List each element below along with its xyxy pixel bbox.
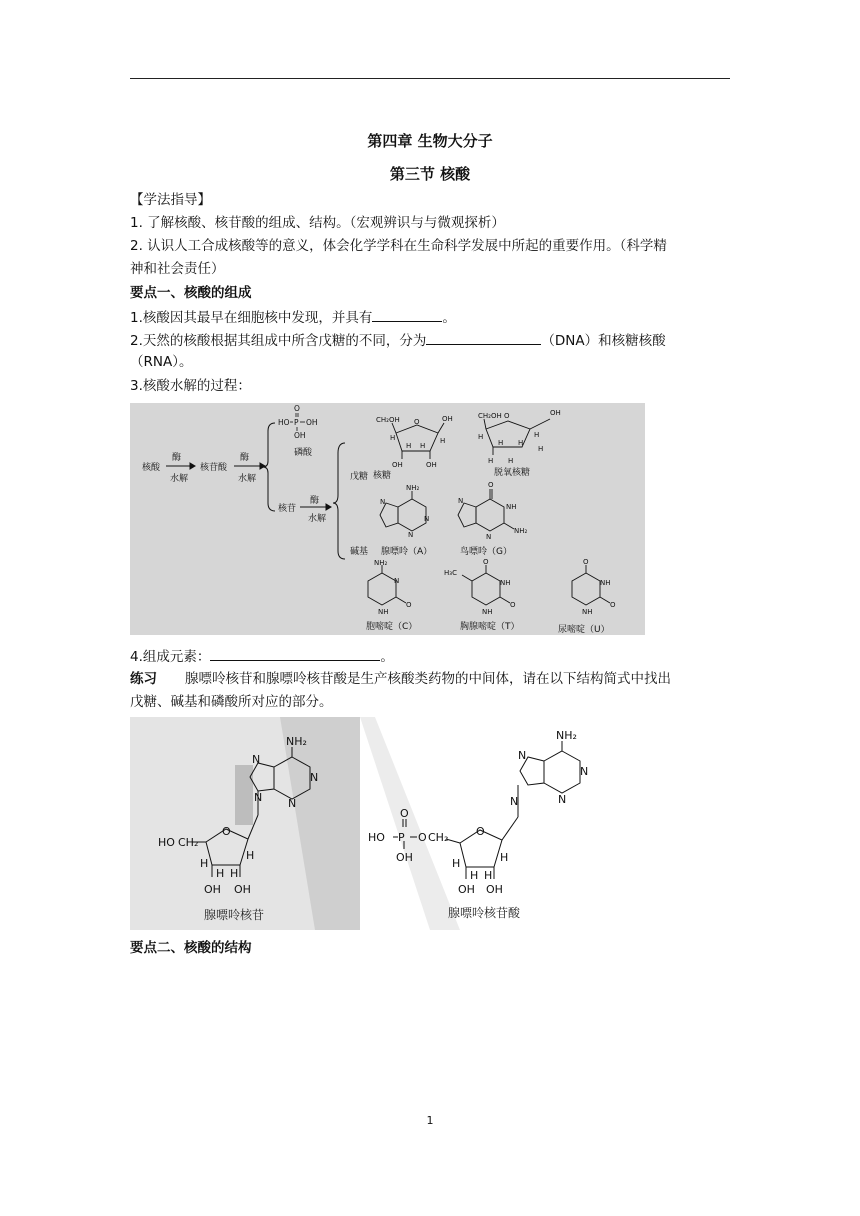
- svg-text:OH: OH: [550, 409, 561, 417]
- svg-text:CH₂: CH₂: [428, 831, 449, 844]
- question-1-text: 1.核酸因其最早在细胞核中发现，并具有: [130, 310, 373, 326]
- adenosine-figure: [130, 717, 730, 930]
- label-phosphoric-acid: 磷酸: [294, 448, 313, 458]
- practice-line-1: [130, 669, 730, 689]
- adenosine-diagram: [130, 717, 730, 930]
- practice-line-2: 戊糖、碱基和磷酸所对应的部分。: [130, 694, 333, 710]
- svg-text:OH: OH: [458, 883, 475, 896]
- hydrolysis-diagram: [130, 403, 645, 635]
- label-cytosine: 胞嘧啶（C）: [366, 622, 418, 632]
- svg-text:H: H: [498, 439, 504, 447]
- svg-text:O: O: [583, 558, 589, 566]
- svg-text:N: N: [252, 753, 261, 766]
- point1-heading: 要点一、核酸的组成: [130, 285, 252, 301]
- practice-label: 练习: [130, 671, 157, 687]
- svg-text:N: N: [288, 797, 297, 810]
- svg-text:NH: NH: [582, 608, 593, 616]
- guanine-structure: [458, 481, 528, 541]
- question-1-end: 。: [442, 310, 456, 326]
- svg-text:NH: NH: [482, 608, 493, 616]
- svg-text:H: H: [478, 433, 484, 441]
- svg-text:O: O: [504, 412, 510, 420]
- svg-text:CH₂: CH₂: [178, 836, 199, 849]
- svg-text:O: O: [414, 418, 420, 426]
- point2-heading: 要点二、核酸的结构: [130, 940, 252, 956]
- svg-text:HO: HO: [278, 418, 290, 427]
- section-title: 第三节 核酸: [389, 165, 471, 183]
- svg-text:O: O: [418, 831, 427, 844]
- label-nucleoside: 核苷: [278, 504, 297, 514]
- svg-text:OH: OH: [392, 461, 403, 469]
- svg-text:N: N: [580, 765, 589, 778]
- cytosine-structure: [368, 559, 412, 616]
- svg-text:HO: HO: [368, 831, 385, 844]
- svg-text:OH: OH: [396, 851, 413, 864]
- svg-text:H: H: [390, 434, 396, 442]
- svg-text:CH₂OH: CH₂OH: [376, 416, 400, 424]
- svg-text:H: H: [420, 442, 426, 450]
- svg-text:H: H: [230, 867, 239, 880]
- svg-text:NH₂: NH₂: [514, 527, 528, 535]
- label-hydrolysis-2: 水解: [238, 474, 257, 484]
- svg-text:NH₂: NH₂: [406, 484, 420, 492]
- label-enzyme-3: 酶: [310, 496, 320, 506]
- answer-blank-1[interactable]: [372, 307, 442, 322]
- svg-text:P: P: [398, 831, 405, 844]
- svg-text:H: H: [246, 849, 255, 862]
- svg-text:N: N: [518, 749, 527, 762]
- svg-text:OH: OH: [306, 418, 318, 427]
- svg-text:NH: NH: [500, 579, 511, 587]
- svg-text:NH₂: NH₂: [374, 559, 388, 567]
- svg-text:O: O: [294, 404, 300, 413]
- label-thymine: 胸腺嘧啶（T）: [460, 622, 520, 632]
- svg-text:O: O: [488, 481, 494, 489]
- svg-text:OH: OH: [294, 431, 306, 440]
- svg-text:H: H: [534, 431, 540, 439]
- svg-text:H₃C: H₃C: [444, 569, 457, 577]
- phosphoric-acid-structure: [278, 404, 318, 440]
- adenine-structure: [380, 484, 429, 539]
- svg-text:OH: OH: [234, 883, 251, 896]
- label-enzyme-1: 酶: [172, 453, 182, 463]
- svg-text:H: H: [484, 869, 493, 882]
- label-hydrolysis-3: 水解: [308, 514, 327, 524]
- question-1: [130, 307, 730, 328]
- svg-text:O: O: [610, 601, 616, 609]
- question-4-end: 。: [380, 649, 394, 665]
- label-hydrolysis-1: 水解: [170, 474, 189, 484]
- practice-text-1: 腺嘌呤核苷和腺嘌呤核苷酸是生产核酸类药物的中间体，请在以下结构简式中找出: [185, 671, 671, 687]
- label-ribose: 核糖: [373, 471, 392, 481]
- label-enzyme-2: 酶: [240, 453, 250, 463]
- svg-text:OH: OH: [426, 461, 437, 469]
- svg-text:N: N: [310, 771, 319, 784]
- svg-text:OH: OH: [442, 415, 453, 423]
- svg-text:N: N: [380, 498, 386, 506]
- svg-text:H: H: [488, 457, 494, 465]
- svg-text:H: H: [406, 442, 412, 450]
- hydrolysis-figure: [130, 403, 645, 635]
- svg-text:O: O: [222, 825, 231, 838]
- question-4-text: 4.组成元素：: [130, 649, 211, 665]
- svg-text:H: H: [470, 869, 479, 882]
- question-2-cont: （RNA）。: [130, 354, 193, 370]
- guide-item-2: 2. 认识人工合成核酸等的意义，体会化学学科在生命科学发展中所起的重要作用。（科学精: [130, 238, 667, 254]
- guide-heading: 【学法指导】: [130, 192, 211, 208]
- brace-2: [333, 443, 345, 559]
- question-2: [130, 330, 730, 351]
- svg-text:NH: NH: [600, 579, 611, 587]
- svg-text:O: O: [510, 601, 516, 609]
- guide-item-1: 1. 了解核酸、核苷酸的组成、结构。（宏观辨识与与微观探析）: [130, 215, 505, 231]
- svg-text:N: N: [458, 497, 464, 505]
- svg-text:N: N: [486, 533, 492, 541]
- question-4: [130, 646, 730, 667]
- thymine-structure: [444, 558, 516, 616]
- label-adenine: 腺嘌呤（A）: [381, 547, 433, 557]
- svg-text:O: O: [400, 807, 409, 820]
- label-base: 碱基: [350, 547, 369, 557]
- svg-text:OH: OH: [204, 883, 221, 896]
- svg-text:N: N: [424, 515, 430, 523]
- chapter-title: 第四章 生物大分子: [367, 132, 493, 150]
- page-number: 1: [426, 1114, 434, 1127]
- svg-text:N: N: [254, 791, 263, 804]
- caption-amp: 腺嘌呤核苷酸: [448, 906, 521, 920]
- brace-1: [263, 423, 275, 511]
- label-guanine: 鸟嘌呤（G）: [460, 547, 512, 557]
- question-2-text: 2.天然的核酸根据其组成中所含戊糖的不同，分为: [130, 333, 427, 349]
- label-uracil: 尿嘧啶（U）: [558, 625, 610, 635]
- svg-text:H: H: [518, 439, 524, 447]
- svg-text:H: H: [508, 457, 514, 465]
- svg-text:OH: OH: [486, 883, 503, 896]
- svg-text:O: O: [483, 558, 489, 566]
- svg-text:O: O: [406, 601, 412, 609]
- svg-text:H: H: [200, 857, 209, 870]
- svg-text:H: H: [452, 857, 461, 870]
- svg-text:N: N: [394, 577, 400, 585]
- ribose-structure: [376, 415, 453, 469]
- answer-blank-4[interactable]: [210, 646, 380, 661]
- question-2-end: （DNA）和核糖核酸: [541, 333, 666, 349]
- svg-text:NH: NH: [378, 608, 389, 616]
- guide-item-2-cont: 神和社会责任）: [130, 261, 225, 277]
- svg-text:N: N: [510, 795, 519, 808]
- label-deoxyribose: 脱氧核糖: [494, 468, 531, 478]
- svg-text:HO: HO: [158, 836, 175, 849]
- svg-text:NH: NH: [506, 503, 517, 511]
- label-nucleotide: 核苷酸: [200, 463, 228, 473]
- svg-text:H: H: [440, 437, 446, 445]
- deoxyribose-structure: [478, 409, 561, 465]
- svg-text:H: H: [216, 867, 225, 880]
- label-nucleic-acid: 核酸: [142, 463, 161, 473]
- svg-text:NH₂: NH₂: [556, 729, 577, 742]
- svg-text:N: N: [558, 793, 567, 806]
- svg-text:H: H: [538, 445, 544, 453]
- svg-text:O: O: [476, 825, 485, 838]
- svg-text:P: P: [294, 418, 299, 427]
- svg-text:H: H: [500, 851, 509, 864]
- header-rule: [130, 78, 730, 79]
- uracil-structure: [572, 558, 616, 616]
- question-3: 3.核酸水解的过程：: [130, 378, 251, 394]
- answer-blank-2[interactable]: [426, 330, 541, 345]
- svg-text:NH₂: NH₂: [286, 735, 307, 748]
- caption-adenosine: 腺嘌呤核苷: [204, 908, 265, 922]
- svg-text:CH₂OH: CH₂OH: [478, 412, 502, 420]
- svg-text:N: N: [408, 531, 414, 539]
- label-pentose: 戊糖: [350, 472, 369, 482]
